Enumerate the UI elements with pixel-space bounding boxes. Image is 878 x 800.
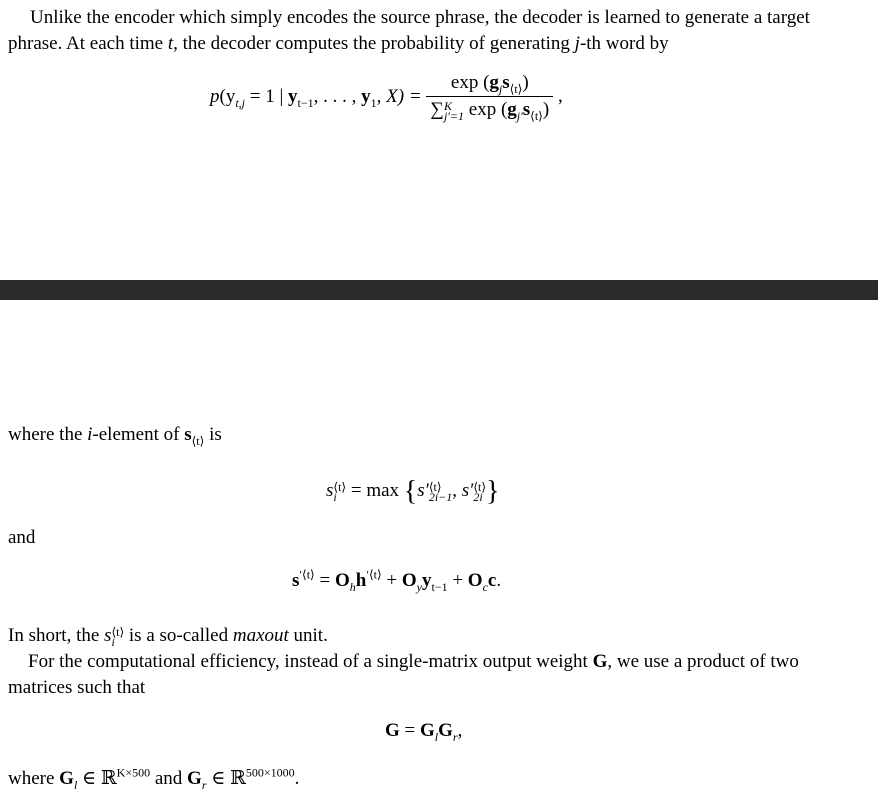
paragraph-intro [8, 5, 810, 57]
intro-line-1: Unlike the encoder which simply encodes the source phrase, the decoder is learned to generate a target [30, 7, 810, 28]
equation-matrix-product: $G = G_lG_r$, [385, 720, 463, 744]
maxout-line-2: For the computational efficiency, instead of a single-matrix output weight G, we use a product of two [28, 651, 799, 672]
softmax-fraction [426, 72, 553, 121]
maxout-line-1: In short, the s⟨t⟩ i is a so-called maxout unit. [8, 624, 328, 649]
intro-line-2: phrase. At each time t, the decoder computes the probability of generating j-th word by [8, 33, 669, 54]
fraction-numerator: $\exp (g_js_{⟨t⟩})$ [426, 72, 553, 97]
paragraph-maxout-explanation [8, 623, 799, 701]
equation-maxout: s⟨t⟩ i = max {s′⟨t⟩ 2i−1, s′⟨t⟩ 2i } [326, 476, 500, 507]
paragraph-and: and [8, 527, 36, 548]
separator-bar [0, 280, 878, 300]
equation-softmax: $p(y_{t,j} = 1$ | $y_{t-1}$, . . . , $y_1$, X) = $\exp (g_js_{⟨t⟩})$ ∑K j′=1 $\exp (g_{j'}s_{⟨t⟩})$ , [210, 72, 563, 123]
fraction-denominator: ∑K j′=1 $\exp (g_{j'}s_{⟨t⟩})$ [430, 98, 550, 123]
paragraph-matrix-dimensions: where $G_l$ ∈ ℝ$^{K\times 500}$ and $G_r$ ∈ ℝ$^{500\times 1000}$. [8, 765, 300, 792]
equation-output-state: $s^{'⟨t⟩} = O_hh^{'⟨t⟩} + O_yy_{t-1} + O_cc$. [292, 567, 502, 594]
paragraph-where-element: where the i-element of $s_{⟨t⟩}$ is [8, 424, 222, 448]
equation-lhs: $p(y_{t,j} = 1$ | $y_{t-1}$, . . . , $y_1$, X) = [210, 85, 422, 110]
maxout-line-3: matrices such that [8, 677, 146, 698]
